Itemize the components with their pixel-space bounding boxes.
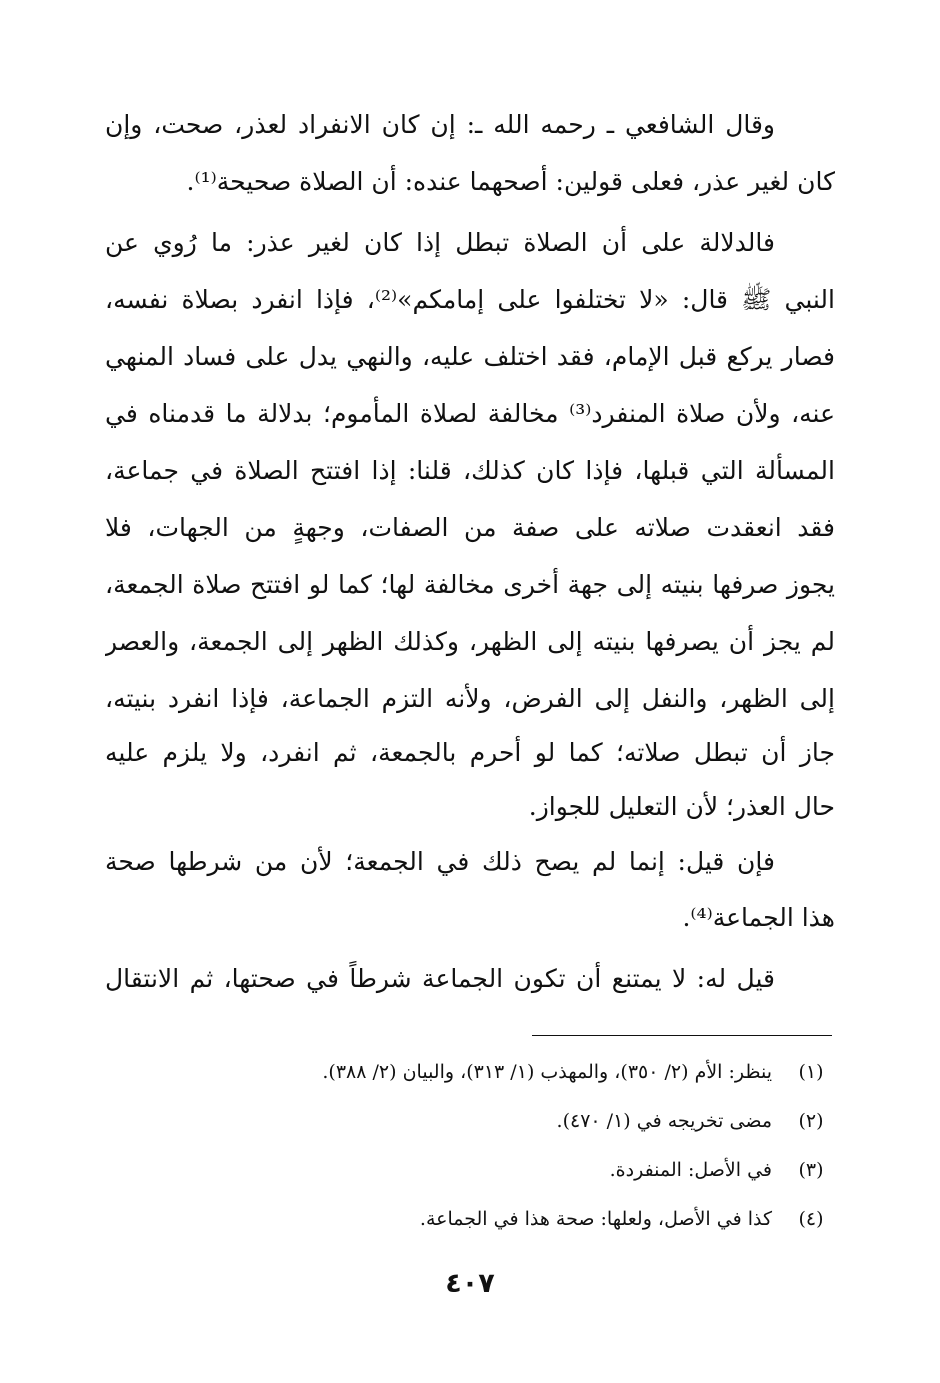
body-line: كان لغير عذر، فعلى قولين: أصحهما عنده: أن الصلاة صحيحة⁽¹⁾.: [186, 167, 835, 196]
page-number: ٤٠٧: [445, 1268, 495, 1299]
footnote-number: (٣): [798, 1159, 824, 1181]
footnote: [610, 1150, 828, 1190]
body-line: فصار يركع قبل الإمام، فقد اختلف عليه، والنهي يدل على فساد المنهي: [105, 342, 835, 371]
body-line: يجوز صرفها بنيته إلى جهة أخرى مخالفة لها؛ كما لو افتتح صلاة الجمعة،: [105, 570, 835, 599]
body-line: المسألة التي قبلها، فإذا كان كذلك، قلنا: إذا افتتح الصلاة في جماعة،: [105, 456, 835, 485]
body-line: فالدلالة على أن الصلاة تبطل إذا كان لغير عذر: ما رُوي عن: [105, 228, 775, 257]
body-line: فقد انعقدت صلاته على صفة من الصفات، وجهةٍ من الجهات، فلا: [105, 513, 835, 542]
body-line: جاز أن تبطل صلاته؛ كما لو أحرم بالجمعة، ثم انفرد، ولا يلزم عليه: [105, 738, 835, 767]
body-line: قيل له: لا يمتنع أن تكون الجماعة شرطاً في صحتها، ثم الانتقال: [105, 964, 775, 993]
body-line: لم يجز أن يصرفها بنيته إلى الظهر، وكذلك الظهر إلى الجمعة، والعصر: [105, 627, 835, 656]
footnote-number: (٢): [798, 1110, 824, 1132]
body-line: فإن قيل: إنما لم يصح ذلك في الجمعة؛ لأن من شرطها صحة: [105, 847, 775, 876]
footnote-number: (١): [798, 1061, 824, 1083]
body-line: حال العذر؛ لأن التعليل للجواز.: [528, 792, 835, 821]
footnote-text: كذا في الأصل، ولعلها: صحة هذا في الجماعة.: [419, 1208, 772, 1230]
body-line: إلى الظهر، والنفل إلى الفرض، ولأنه التزم الجماعة، فإذا انفرد بنيته،: [105, 684, 835, 713]
body-line: النبي ﷺ قال: «لا تختلفوا على إمامكم»⁽²⁾، فإذا انفرد بصلاة نفسه،: [105, 285, 835, 314]
body-line: وقال الشافعي ـ رحمه الله ـ: إن كان الانفراد لعذر، صحت، وإن: [105, 110, 775, 139]
body-line: عنه، ولأن صلاة المنفرد⁽³⁾ مخالفة لصلاة المأموم؛ بدلالة ما قدمناه في: [105, 399, 835, 428]
footnote-text: في الأصل: المنفردة.: [609, 1159, 772, 1181]
footnote: [557, 1101, 828, 1141]
footnote-text: مضى تخريجه في (١/ ٤٧٠).: [556, 1110, 772, 1132]
footnote: [420, 1199, 828, 1239]
footnote: [322, 1052, 828, 1092]
footnote-number: (٤): [798, 1208, 824, 1230]
footnote-divider: [532, 1035, 832, 1036]
body-line: هذا الجماعة⁽⁴⁾.: [682, 903, 835, 932]
footnote-text: ينظر: الأم (٢/ ٣٥٠)، والمهذب (١/ ٣١٣)، والبيان (٢/ ٣٨٨).: [322, 1061, 772, 1083]
